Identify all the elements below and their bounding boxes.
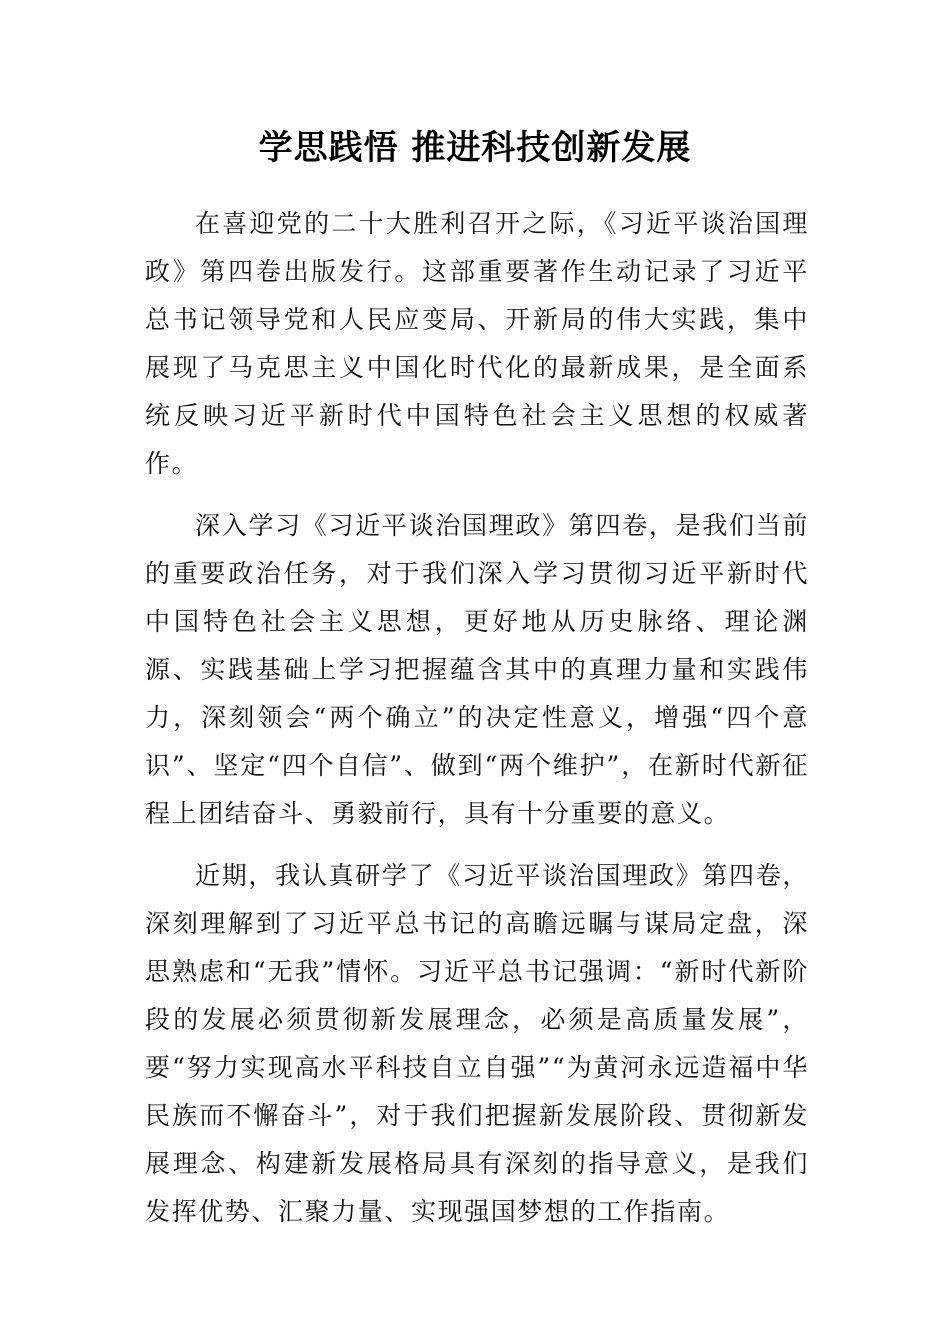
paragraph-2: 深入学习《习近平谈治国理政》第四卷，是我们当前的重要政治任务，对于我们深入学习贯彻习近平新时代中国特色社会主义思想，更好地从历史脉络、理论渊源、实践基础上学习把握蕴含其中的真理力量和实践伟力，深刻领会“两个确立”的决定性意义，增强“四个意识”、坚定“四个自信”、做到“两个维护”，在新时代新征程上团结奋斗、勇毅前行，具有十分重要的意义。	[145, 511, 809, 828]
document-title: 学思践悟 推进科技创新发展	[258, 128, 692, 168]
paragraph-1: 在喜迎党的二十大胜利召开之际，《习近平谈治国理政》第四卷出版发行。这部重要著作生动记录了习近平总书记领导党和人民应变局、开新局的伟大实践，集中展现了马克思主义中国化时代化的最新成果，是全面系统反映习近平新时代中国特色社会主义思想的权威著作。	[145, 209, 809, 478]
document-body	[145, 200, 809, 1250]
paragraph-3: 近期，我认真研学了《习近平谈治国理政》第四卷，深刻理解到了习近平总书记的高瞻远瞩与谋局定盘，深思熟虑和“无我”情怀。习近平总书记强调：“新时代新阶段的发展必须贯彻新发展理念，必须是高质量发展”，要“努力实现高水平科技自立自强”“为黄河永远造福中华民族而不懈奋斗”，对于我们把握新发展阶段、贯彻新发展理念、构建新发展格局具有深刻的指导意义，是我们发挥优势、汇聚力量、实现强国梦想的工作指南。	[145, 861, 809, 1226]
